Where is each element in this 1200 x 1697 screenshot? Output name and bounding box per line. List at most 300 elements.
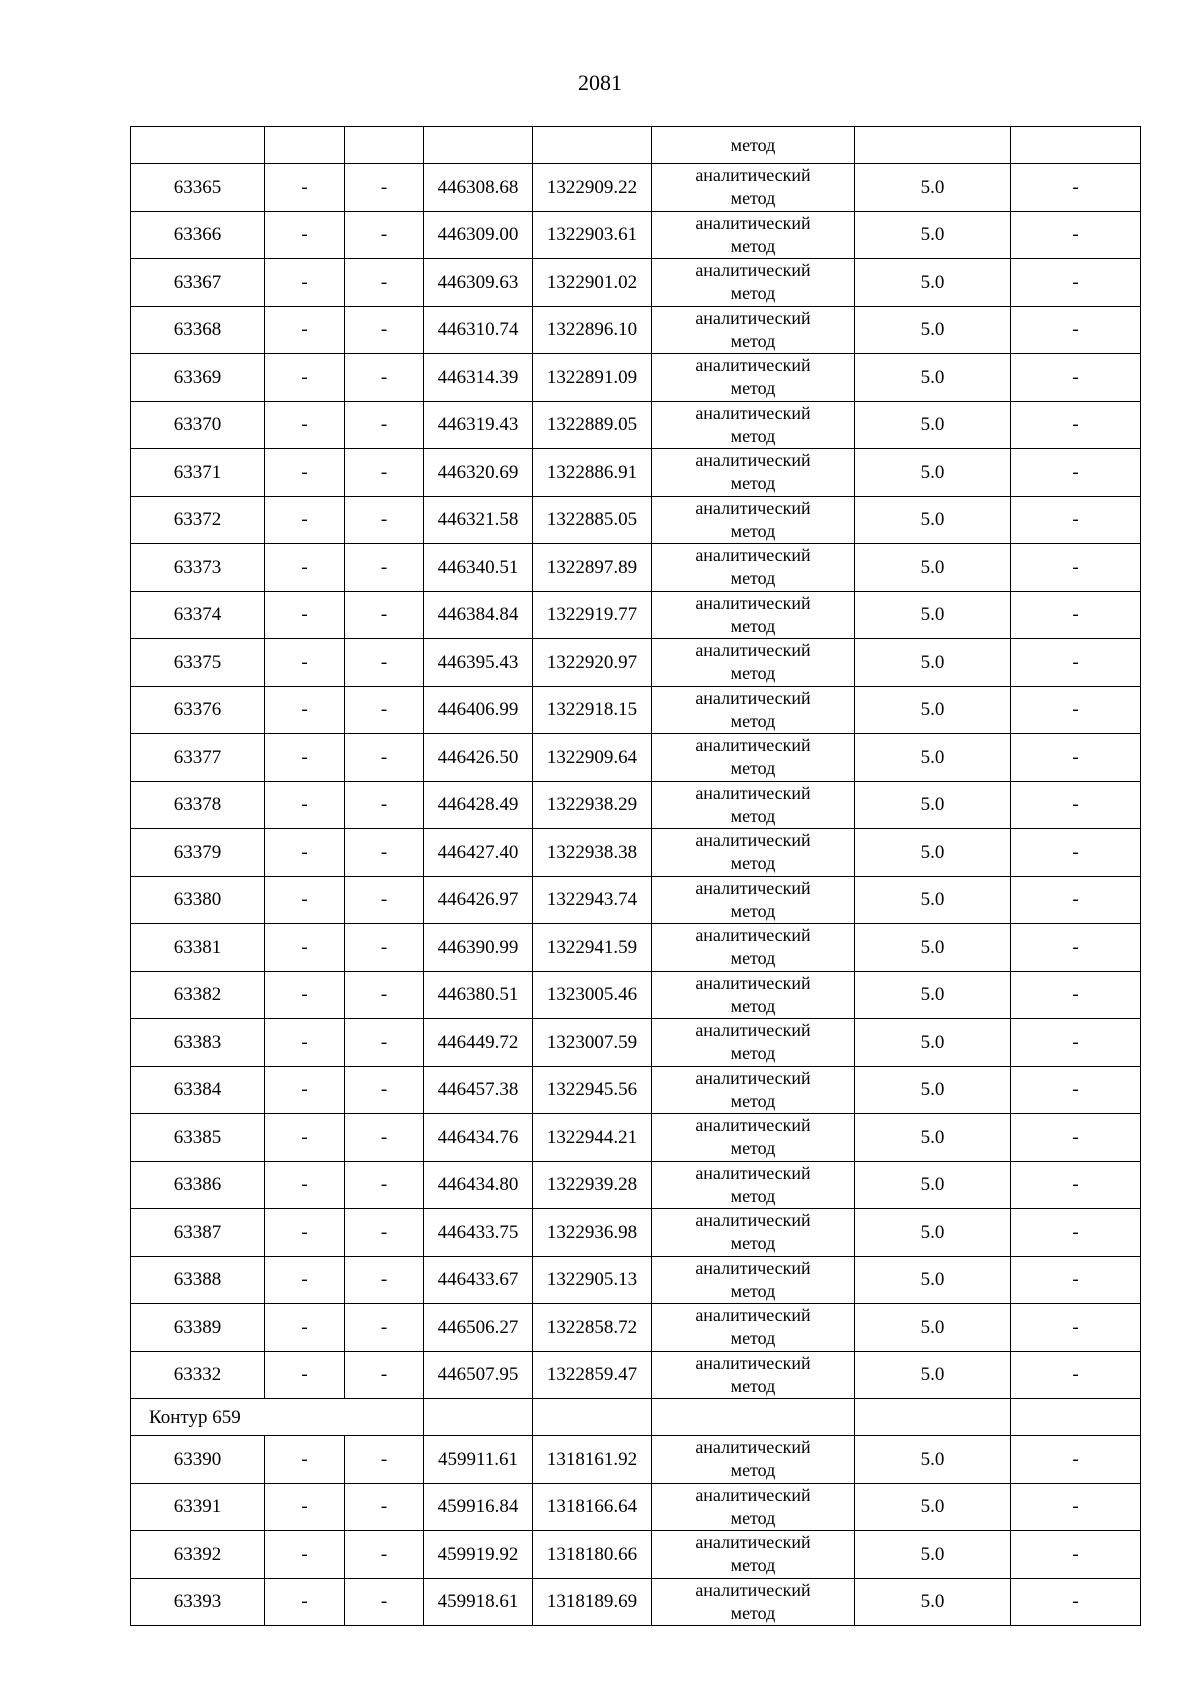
y-coordinate-cell: 1318166.64 — [533, 1483, 652, 1531]
accuracy-cell: 5.0 — [855, 1161, 1011, 1209]
continued-row-fragment — [131, 127, 1141, 164]
x-coordinate-cell: 446308.68 — [424, 164, 533, 212]
method-line-1: аналитический — [695, 1115, 811, 1136]
dash-cell: - — [1011, 971, 1141, 1019]
method-cell — [652, 1066, 855, 1114]
dash-cell: - — [265, 971, 345, 1019]
dash-cell: - — [265, 496, 345, 544]
table-row — [131, 1436, 1141, 1484]
table-row — [131, 686, 1141, 734]
x-coordinate-cell: 446321.58 — [424, 496, 533, 544]
x-coordinate-cell: 446319.43 — [424, 401, 533, 449]
method-cell — [652, 971, 855, 1019]
dash-cell: - — [345, 829, 424, 877]
method-cell — [652, 1483, 855, 1531]
y-coordinate-cell: 1322918.15 — [533, 686, 652, 734]
method-line-2: метод — [730, 995, 776, 1016]
contour-label: Контур 659 — [131, 1399, 345, 1436]
dash-cell: - — [265, 449, 345, 497]
dash-cell: - — [345, 354, 424, 402]
method-line-1: аналитический — [695, 1257, 811, 1278]
method-line-1: аналитический — [695, 1579, 811, 1600]
accuracy-cell: 5.0 — [855, 1351, 1011, 1399]
method-line-1: аналитический — [695, 735, 811, 756]
method-line-1: аналитический — [695, 1437, 811, 1458]
x-coordinate-cell: 459919.92 — [424, 1531, 533, 1579]
point-id-cell: 63379 — [131, 829, 265, 877]
dash-cell: - — [1011, 1209, 1141, 1257]
dash-cell: - — [345, 1436, 424, 1484]
page-number: 2081 — [578, 70, 622, 95]
y-coordinate-cell: 1322943.74 — [533, 876, 652, 924]
dash-cell: - — [265, 1019, 345, 1067]
dash-cell: - — [265, 1578, 345, 1626]
dash-cell: - — [345, 1161, 424, 1209]
dash-cell: - — [265, 639, 345, 687]
method-cell — [652, 591, 855, 639]
method-line-1: аналитический — [695, 1532, 811, 1553]
contour-blank-cell — [424, 1399, 533, 1436]
table-row — [131, 449, 1141, 497]
dash-cell: - — [1011, 164, 1141, 212]
point-id-cell: 63374 — [131, 591, 265, 639]
y-coordinate-cell: 1322909.64 — [533, 734, 652, 782]
method-cell — [652, 639, 855, 687]
point-id-cell: 63369 — [131, 354, 265, 402]
point-id-cell: 63383 — [131, 1019, 265, 1067]
dash-cell: - — [345, 781, 424, 829]
table-row — [131, 1019, 1141, 1067]
y-coordinate-cell: 1322889.05 — [533, 401, 652, 449]
method-line-2: метод — [730, 1328, 776, 1349]
method-cell — [652, 306, 855, 354]
dash-cell: - — [1011, 1256, 1141, 1304]
x-coordinate-cell: 446340.51 — [424, 544, 533, 592]
method-cell — [652, 259, 855, 307]
method-cell — [652, 401, 855, 449]
y-coordinate-cell: 1322909.22 — [533, 164, 652, 212]
dash-cell: - — [265, 734, 345, 782]
y-coordinate-cell: 1318180.66 — [533, 1531, 652, 1579]
dash-cell: - — [345, 1066, 424, 1114]
dash-cell: - — [265, 544, 345, 592]
method-cell — [652, 924, 855, 972]
dash-cell: - — [345, 1256, 424, 1304]
method-line-2: метод — [730, 1507, 776, 1528]
x-coordinate-cell: 459916.84 — [424, 1483, 533, 1531]
dash-cell: - — [345, 1209, 424, 1257]
accuracy-cell: 5.0 — [855, 306, 1011, 354]
accuracy-cell: 5.0 — [855, 829, 1011, 877]
dash-cell: - — [345, 544, 424, 592]
dash-cell: - — [345, 1483, 424, 1531]
point-id-cell: 63375 — [131, 639, 265, 687]
table-row — [131, 1256, 1141, 1304]
dash-cell: - — [265, 354, 345, 402]
dash-cell: - — [1011, 211, 1141, 259]
accuracy-cell: 5.0 — [855, 1019, 1011, 1067]
method-cell — [652, 781, 855, 829]
dash-cell: - — [345, 449, 424, 497]
y-coordinate-cell: 1322939.28 — [533, 1161, 652, 1209]
method-line-1: аналитический — [695, 545, 811, 566]
dash-cell: - — [1011, 1066, 1141, 1114]
dash-cell: - — [345, 1531, 424, 1579]
method-cell — [652, 354, 855, 402]
point-id-cell: 63377 — [131, 734, 265, 782]
dash-cell: - — [345, 211, 424, 259]
method-line-1: аналитический — [695, 877, 811, 898]
accuracy-cell: 5.0 — [855, 544, 1011, 592]
accuracy-cell: 5.0 — [855, 876, 1011, 924]
y-coordinate-cell: 1322945.56 — [533, 1066, 652, 1114]
accuracy-cell: 5.0 — [855, 734, 1011, 782]
dash-cell: - — [265, 1066, 345, 1114]
point-id-cell: 63332 — [131, 1351, 265, 1399]
method-cell — [652, 164, 855, 212]
y-coordinate-cell: 1322936.98 — [533, 1209, 652, 1257]
point-id-cell: 63385 — [131, 1114, 265, 1162]
dash-cell: - — [265, 306, 345, 354]
x-coordinate-cell: 446384.84 — [424, 591, 533, 639]
accuracy-cell: 5.0 — [855, 211, 1011, 259]
method-line-2: метод — [730, 1460, 776, 1481]
accuracy-cell: 5.0 — [855, 401, 1011, 449]
method-line-1: аналитический — [695, 640, 811, 661]
method-cell — [652, 211, 855, 259]
method-line-2: метод — [730, 520, 776, 541]
point-id-cell: 63387 — [131, 1209, 265, 1257]
y-coordinate-cell: 1322859.47 — [533, 1351, 652, 1399]
method-cell — [652, 1436, 855, 1484]
method-cell — [652, 1209, 855, 1257]
method-line-1: аналитический — [695, 497, 811, 518]
table-row — [131, 354, 1141, 402]
table-row — [131, 1483, 1141, 1531]
method-cell — [652, 1161, 855, 1209]
y-coordinate-cell: 1322905.13 — [533, 1256, 652, 1304]
dash-cell: - — [265, 1304, 345, 1352]
table-row — [131, 1114, 1141, 1162]
dash-cell: - — [345, 1114, 424, 1162]
dash-cell: - — [265, 1351, 345, 1399]
accuracy-cell: 5.0 — [855, 639, 1011, 687]
table-row — [131, 306, 1141, 354]
method-line-1: аналитический — [695, 1067, 811, 1088]
dash-cell: - — [345, 1304, 424, 1352]
method-line-2: метод — [730, 330, 776, 351]
method-line-2: метод — [730, 1138, 776, 1159]
table-row — [131, 211, 1141, 259]
table-row — [131, 781, 1141, 829]
method-line-2: метод — [730, 188, 776, 209]
x-coordinate-cell: 446314.39 — [424, 354, 533, 402]
dash-cell: - — [1011, 401, 1141, 449]
dash-cell: - — [1011, 829, 1141, 877]
method-cell — [652, 1351, 855, 1399]
dash-cell: - — [1011, 496, 1141, 544]
table-row — [131, 971, 1141, 1019]
table-row — [131, 639, 1141, 687]
method-line-2: метод — [730, 805, 776, 826]
fragment-cell — [533, 127, 652, 164]
dash-cell: - — [1011, 449, 1141, 497]
dash-cell: - — [1011, 1483, 1141, 1531]
fragment-method-cell — [652, 127, 855, 164]
dash-cell: - — [1011, 781, 1141, 829]
method-line-1: аналитический — [695, 925, 811, 946]
x-coordinate-cell: 446449.72 — [424, 1019, 533, 1067]
dash-cell: - — [1011, 544, 1141, 592]
dash-cell: - — [1011, 1351, 1141, 1399]
method-line-1: аналитический — [695, 972, 811, 993]
method-line-2: метод — [730, 1555, 776, 1576]
table-row — [131, 1066, 1141, 1114]
coordinates-table — [130, 126, 1141, 1626]
dash-cell: - — [265, 1114, 345, 1162]
point-id-cell: 63386 — [131, 1161, 265, 1209]
point-id-cell: 63372 — [131, 496, 265, 544]
method-cell — [652, 1019, 855, 1067]
fragment-cell — [1011, 127, 1141, 164]
table-row — [131, 496, 1141, 544]
x-coordinate-cell: 459911.61 — [424, 1436, 533, 1484]
y-coordinate-cell: 1322938.29 — [533, 781, 652, 829]
dash-cell: - — [345, 496, 424, 544]
accuracy-cell: 5.0 — [855, 1114, 1011, 1162]
table-row — [131, 259, 1141, 307]
dash-cell: - — [265, 1436, 345, 1484]
method-cell — [652, 734, 855, 782]
table-row — [131, 544, 1141, 592]
dash-cell: - — [265, 1483, 345, 1531]
method-line-2: метод — [730, 473, 776, 494]
method-line-2: метод — [730, 900, 776, 921]
point-id-cell: 63373 — [131, 544, 265, 592]
point-id-cell: 63365 — [131, 164, 265, 212]
method-text: метод — [730, 134, 776, 155]
accuracy-cell: 5.0 — [855, 1256, 1011, 1304]
contour-row — [131, 1399, 1141, 1436]
dash-cell: - — [345, 924, 424, 972]
dash-cell: - — [265, 401, 345, 449]
method-line-1: аналитический — [695, 307, 811, 328]
method-line-2: метод — [730, 948, 776, 969]
dash-cell: - — [265, 876, 345, 924]
point-id-cell: 63366 — [131, 211, 265, 259]
accuracy-cell: 5.0 — [855, 259, 1011, 307]
x-coordinate-cell: 446434.76 — [424, 1114, 533, 1162]
method-line-2: метод — [730, 1280, 776, 1301]
dash-cell: - — [265, 1256, 345, 1304]
table-row — [131, 401, 1141, 449]
dash-cell: - — [345, 591, 424, 639]
method-cell — [652, 829, 855, 877]
y-coordinate-cell: 1322941.59 — [533, 924, 652, 972]
x-coordinate-cell: 446309.63 — [424, 259, 533, 307]
method-line-1: аналитический — [695, 1305, 811, 1326]
accuracy-cell: 5.0 — [855, 164, 1011, 212]
method-cell — [652, 686, 855, 734]
point-id-cell: 63381 — [131, 924, 265, 972]
dash-cell: - — [345, 876, 424, 924]
table-row — [131, 924, 1141, 972]
method-line-1: аналитический — [695, 402, 811, 423]
method-line-1: аналитический — [695, 212, 811, 233]
y-coordinate-cell: 1323005.46 — [533, 971, 652, 1019]
dash-cell: - — [1011, 259, 1141, 307]
method-line-2: метод — [730, 425, 776, 446]
method-cell — [652, 876, 855, 924]
x-coordinate-cell: 446506.27 — [424, 1304, 533, 1352]
method-line-2: метод — [730, 283, 776, 304]
dash-cell: - — [265, 1209, 345, 1257]
method-line-2: метод — [730, 1602, 776, 1623]
dash-cell: - — [265, 259, 345, 307]
contour-blank-cell — [855, 1399, 1011, 1436]
fragment-cell — [131, 127, 265, 164]
dash-cell: - — [1011, 1019, 1141, 1067]
method-line-2: метод — [730, 758, 776, 779]
x-coordinate-cell: 446320.69 — [424, 449, 533, 497]
method-cell — [652, 496, 855, 544]
x-coordinate-cell: 446395.43 — [424, 639, 533, 687]
method-line-2: метод — [730, 615, 776, 636]
method-line-1: аналитический — [695, 1352, 811, 1373]
method-line-2: метод — [730, 663, 776, 684]
accuracy-cell: 5.0 — [855, 1304, 1011, 1352]
x-coordinate-cell: 446433.67 — [424, 1256, 533, 1304]
y-coordinate-cell: 1322885.05 — [533, 496, 652, 544]
accuracy-cell: 5.0 — [855, 781, 1011, 829]
table-row — [131, 1578, 1141, 1626]
accuracy-cell: 5.0 — [855, 1578, 1011, 1626]
method-line-2: метод — [730, 235, 776, 256]
point-id-cell: 63371 — [131, 449, 265, 497]
dash-cell: - — [265, 164, 345, 212]
point-id-cell: 63368 — [131, 306, 265, 354]
x-coordinate-cell: 446457.38 — [424, 1066, 533, 1114]
y-coordinate-cell: 1322903.61 — [533, 211, 652, 259]
method-line-2: метод — [730, 853, 776, 874]
y-coordinate-cell: 1322944.21 — [533, 1114, 652, 1162]
table-row — [131, 1351, 1141, 1399]
method-line-2: метод — [730, 378, 776, 399]
contour-blank-cell — [652, 1399, 855, 1436]
point-id-cell: 63393 — [131, 1578, 265, 1626]
dash-cell: - — [1011, 1531, 1141, 1579]
dash-cell: - — [265, 1531, 345, 1579]
dash-cell: - — [1011, 1114, 1141, 1162]
dash-cell: - — [345, 734, 424, 782]
dash-cell: - — [345, 164, 424, 212]
contour-blank-cell — [1011, 1399, 1141, 1436]
point-id-cell: 63376 — [131, 686, 265, 734]
x-coordinate-cell: 446426.50 — [424, 734, 533, 782]
method-cell — [652, 1114, 855, 1162]
dash-cell: - — [1011, 1436, 1141, 1484]
method-line-1: аналитический — [695, 355, 811, 376]
dash-cell: - — [265, 829, 345, 877]
dash-cell: - — [345, 259, 424, 307]
dash-cell: - — [1011, 1304, 1141, 1352]
accuracy-cell: 5.0 — [855, 1531, 1011, 1579]
x-coordinate-cell: 446380.51 — [424, 971, 533, 1019]
accuracy-cell: 5.0 — [855, 449, 1011, 497]
dash-cell: - — [1011, 734, 1141, 782]
y-coordinate-cell: 1322938.38 — [533, 829, 652, 877]
table-row — [131, 1531, 1141, 1579]
dash-cell: - — [1011, 686, 1141, 734]
point-id-cell: 63391 — [131, 1483, 265, 1531]
method-cell — [652, 449, 855, 497]
accuracy-cell: 5.0 — [855, 971, 1011, 1019]
y-coordinate-cell: 1322901.02 — [533, 259, 652, 307]
dash-cell: - — [345, 1019, 424, 1067]
table-row — [131, 876, 1141, 924]
method-line-1: аналитический — [695, 450, 811, 471]
table-row — [131, 734, 1141, 782]
method-line-1: аналитический — [695, 1210, 811, 1231]
contour-blank-cell — [345, 1399, 424, 1436]
point-id-cell: 63388 — [131, 1256, 265, 1304]
accuracy-cell: 5.0 — [855, 686, 1011, 734]
contour-blank-cell — [533, 1399, 652, 1436]
fragment-cell — [424, 127, 533, 164]
x-coordinate-cell: 446507.95 — [424, 1351, 533, 1399]
x-coordinate-cell: 459918.61 — [424, 1578, 533, 1626]
dash-cell: - — [265, 686, 345, 734]
accuracy-cell: 5.0 — [855, 1209, 1011, 1257]
y-coordinate-cell: 1322858.72 — [533, 1304, 652, 1352]
method-line-1: аналитический — [695, 260, 811, 281]
table-row — [131, 829, 1141, 877]
dash-cell: - — [1011, 1161, 1141, 1209]
x-coordinate-cell: 446390.99 — [424, 924, 533, 972]
point-id-cell: 63392 — [131, 1531, 265, 1579]
fragment-cell — [855, 127, 1011, 164]
method-line-2: метод — [730, 1375, 776, 1396]
accuracy-cell: 5.0 — [855, 1436, 1011, 1484]
table-row — [131, 164, 1141, 212]
table-row — [131, 591, 1141, 639]
dash-cell: - — [345, 401, 424, 449]
y-coordinate-cell: 1322896.10 — [533, 306, 652, 354]
method-line-1: аналитический — [695, 830, 811, 851]
method-line-1: аналитический — [695, 687, 811, 708]
method-cell — [652, 1531, 855, 1579]
x-coordinate-cell: 446427.40 — [424, 829, 533, 877]
x-coordinate-cell: 446426.97 — [424, 876, 533, 924]
method-line-1: аналитический — [695, 1162, 811, 1183]
dash-cell: - — [1011, 306, 1141, 354]
method-line-1: аналитический — [695, 1020, 811, 1041]
method-line-2: метод — [730, 1043, 776, 1064]
method-cell — [652, 1304, 855, 1352]
method-cell — [652, 544, 855, 592]
dash-cell: - — [1011, 354, 1141, 402]
dash-cell: - — [265, 591, 345, 639]
table-row — [131, 1161, 1141, 1209]
method-line-2: метод — [730, 568, 776, 589]
table-body — [131, 127, 1141, 1626]
x-coordinate-cell: 446433.75 — [424, 1209, 533, 1257]
point-id-cell: 63384 — [131, 1066, 265, 1114]
dash-cell: - — [1011, 876, 1141, 924]
method-line-1: аналитический — [695, 592, 811, 613]
point-id-cell: 63370 — [131, 401, 265, 449]
point-id-cell: 63380 — [131, 876, 265, 924]
